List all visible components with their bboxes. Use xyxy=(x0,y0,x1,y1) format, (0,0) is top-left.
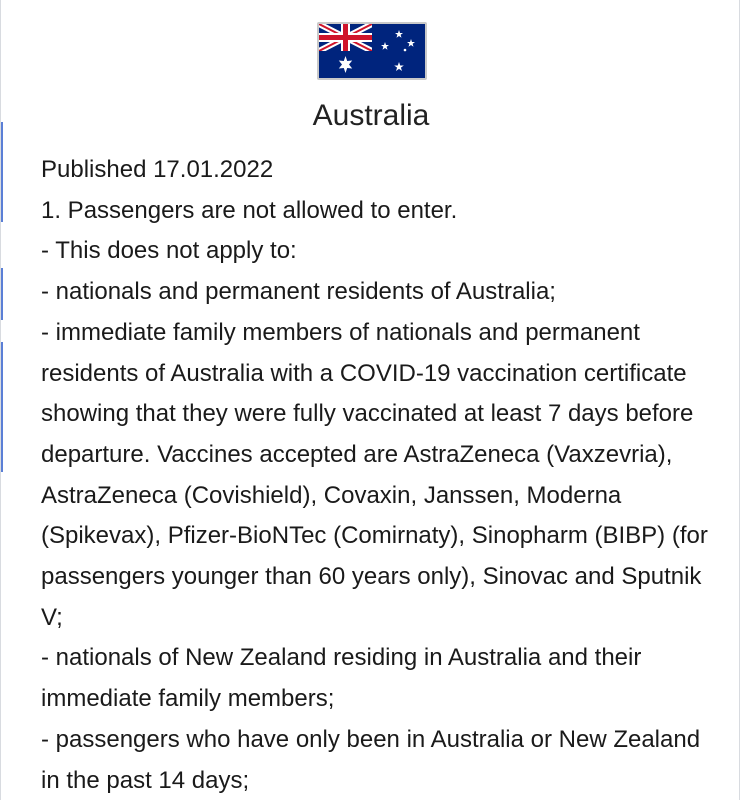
restriction-line: - immediate family members of nationals and permanent residents of Australia with a COVID-19 vaccination certificate showing that they were fully vaccinated at least 7 days before departure. Vaccines accepted are AstraZeneca (Vaxzevria), AstraZeneca (Covishield), Covaxin, Janssen, Moderna (Spikevax), Pfizer-BioNTec (Comirnaty), Sinopharm (BIBP) (for passengers younger than 60 years only), Sinovac and Sputnik V; xyxy=(41,318,708,631)
restriction-line: - passengers who have only been in Australia or New Zealand in the past 14 days; xyxy=(41,725,701,794)
scroll-accent xyxy=(1,268,3,320)
restriction-line: - This does not apply to: xyxy=(41,237,297,265)
travel-restrictions-text xyxy=(41,150,721,801)
scroll-accent xyxy=(1,122,3,222)
published-date: Published 17.01.2022 xyxy=(41,156,274,183)
scroll-accent xyxy=(1,342,3,472)
restriction-line: - nationals and permanent residents of Australia; xyxy=(41,278,556,306)
restriction-line: - nationals of New Zealand residing in Australia and their immediate family members; xyxy=(41,644,642,713)
country-title: Australia xyxy=(312,99,430,132)
restriction-line: 1. Passengers are not allowed to enter. xyxy=(41,196,458,224)
australia-flag-icon xyxy=(317,22,427,80)
